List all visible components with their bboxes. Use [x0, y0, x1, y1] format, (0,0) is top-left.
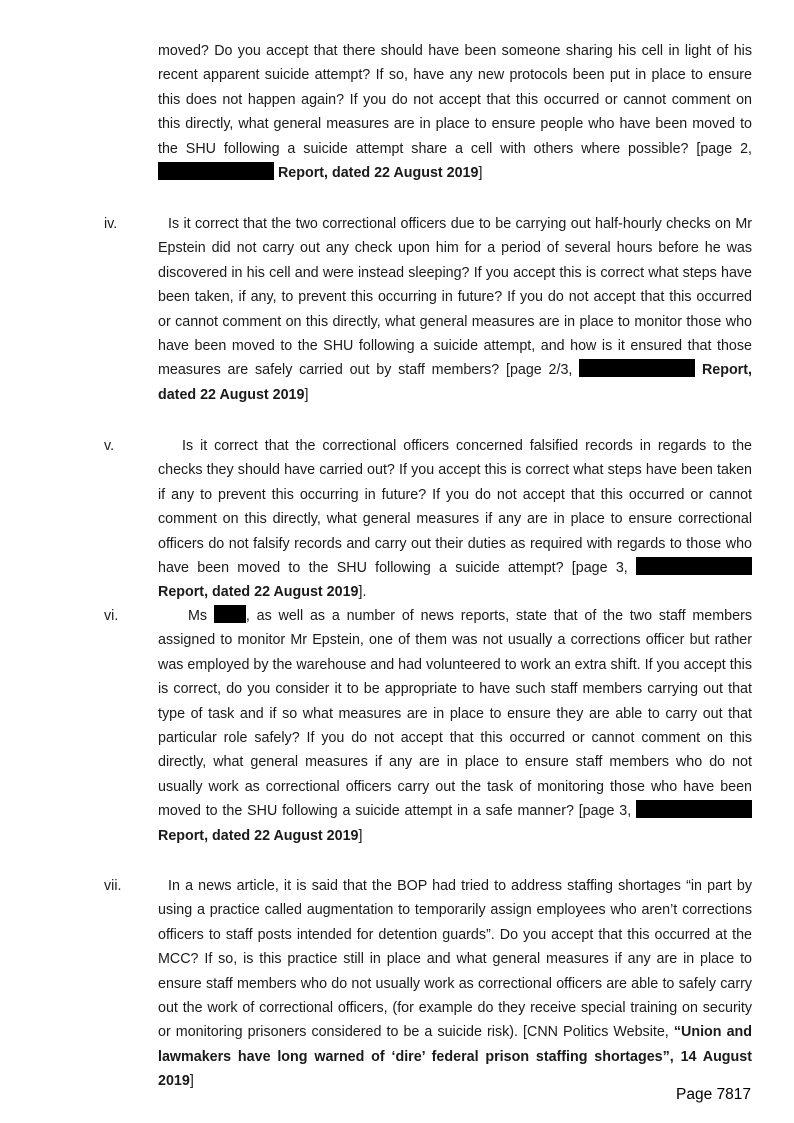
- paragraph-vii: [158, 874, 752, 1094]
- redaction-block: [579, 359, 695, 377]
- closing-bracket: ]: [189, 1073, 194, 1090]
- closing-bracket: ]: [358, 827, 363, 844]
- report-reference: Report, dated 22 August 2019: [158, 584, 359, 601]
- report-reference: Report, dated 22 August 2019: [158, 362, 752, 403]
- closing-bracket: ].: [358, 584, 367, 601]
- paragraph-text: , as well as a number of news reports, state that of the two staff members assigned to monitor Mr Epstein, one of them was not usually a corrections officer but rather was employed by the warehouse and had volunteered to work an extra shift. If you accept this is correct, do you consider it to be appropriate to have such staff members carrying out that type of task and if so what measures are in place to ensure they are able to carry out that particular role safely? If you do not accept that this occurred or cannot comment on this directly, what general measures if any are in place to ensure staff members who do not usually work as correctional officers carry out the task of monitoring those who have been moved to the SHU following a suicide attempt in a safe manner? [page 3,: [158, 608, 752, 820]
- numeral-iv: iv.: [104, 216, 118, 232]
- redaction-block: [158, 162, 274, 180]
- paragraph-text: Is it correct that the two correctional officers due to be carrying out half-hourly checks on Mr Epstein did not carry out any check upon him for a period of several hours before he was discovered in his cell and were instead sleeping? If you accept this is correct what steps have been taken, if any, to prevent this occurring in future? If you do not accept that this occurred or cannot comment on this directly, what general measures are in place to monitor those who have been moved to the SHU following a suicide attempt, and how is it ensured that those measures are safely carried out by staff members? [page 2/3,: [158, 216, 752, 379]
- redaction-block: [636, 557, 752, 575]
- paragraph-text: moved? Do you accept that there should have been someone sharing his cell in light of his recent apparent suicide attempt? If so, have any new protocols been put in place to ensure this does not happen again? If you do not accept that this occurred or cannot comment on this directly, what general measures are in place to ensure people who have been moved to the SHU following a suicide attempt share a cell with others where possible? [page 2,: [158, 43, 752, 157]
- page-number: Page 7817: [676, 1086, 751, 1103]
- paragraph-text: Is it correct that the correctional officers concerned falsified records in regards to the checks they should have carried out? If you accept this is correct what steps have been taken if any to prevent this occurring in future? If you do not accept that this occurred or cannot comment on this directly, what general measures if any are in place to ensure correctional officers do not falsify records and carry out their duties as required with regards to those who have been moved to the SHU following a suicide attempt? [page 3,: [158, 438, 752, 577]
- numeral-vi: vi.: [104, 608, 119, 624]
- report-reference: Report, dated 22 August 2019: [158, 827, 359, 844]
- paragraph-vi: [158, 604, 752, 848]
- redaction-block: [636, 800, 752, 818]
- numeral-vii: vii.: [104, 878, 122, 894]
- closing-bracket: ]: [304, 386, 309, 403]
- closing-bracket: ]: [478, 165, 483, 182]
- redaction-block: [214, 605, 246, 623]
- article-reference: “Union and lawmakers have long warned of ‘dire’ federal prison staffing shortages”, 14 August 2019: [158, 1024, 752, 1090]
- paragraph-iv: [158, 212, 752, 407]
- paragraph-iii-continuation: [158, 39, 752, 185]
- numeral-v: v.: [104, 438, 115, 454]
- paragraph-lead: Ms: [188, 608, 208, 624]
- report-reference: Report, dated 22 August 2019: [277, 165, 479, 182]
- paragraph-v: [158, 434, 752, 605]
- paragraph-text: In a news article, it is said that the BOP had tried to address staffing shortages “in part by using a practice called augmentation to temporarily assign employees who aren’t corrections officers to staff posts intended for detention guards”. Do you accept that this occurred at the MCC? If so, is this practice still in place and what general measures if any are in place to ensure staff members who do not usually work as correctional officers are able to safely carry out the work of correctional officers, (for example do they receive special training on security or monitoring prisoners considered to be a suicide risk). [CNN Politics Website,: [158, 878, 752, 1041]
